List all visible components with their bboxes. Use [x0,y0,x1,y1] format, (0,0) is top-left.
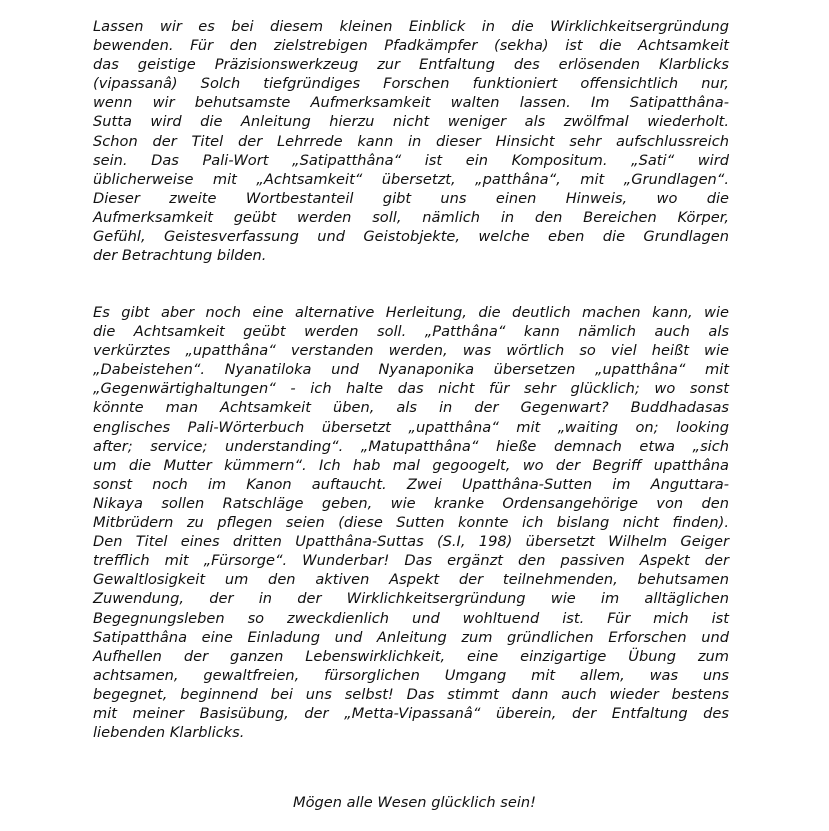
text-line: Aufhellen der ganzen Lebenswirklichkeit, eine einzigartige Übung zum [93,647,729,665]
text-line: könnte man Achtsamkeit üben, als in der Gegenwart? Buddhadasas [93,399,729,417]
text-line: Lassen wir es bei diesem kleinen Einblick in die Wirklichkeitsergründung [93,18,729,35]
paragraph-wirklichkeitsergruendung [93,17,729,265]
text-line: sein. Das Pali-Wort „Satipatthâna“ ist ein Kompositum. „Sati“ wird [93,151,729,169]
text-line: wenn wir behutsamste Aufmerksamkeit walten lassen. Im Satipatthâna- [93,94,729,112]
text-line: Nikaya sollen Ratschläge geben, wie kranke Ordensangehörige von den [93,494,729,512]
text-line: achtsamen, gewaltfreien, fürsorglichen Umgang mit allem, was uns [93,666,729,684]
text-line: verkürztes „upatthâna“ verstanden werden, was wörtlich so viel heißt wie [93,342,729,360]
text-line: üblicherweise mit „Achtsamkeit“ übersetzt, „patthâna“, mit „Grundlagen“. [93,170,729,188]
text-line: Begegnungsleben so zweckdienlich und wohltuend ist. Für mich ist [93,609,729,627]
text-line: after; service; understanding“. „Matupatthâna“ hieße demnach etwa „sich [93,437,729,455]
text-line: begegnet, beginnend bei uns selbst! Das stimmt dann auch wieder bestens [93,685,729,703]
text-line: Zuwendung, der in der Wirklichkeitsergründung wie im alltäglichen [93,590,729,608]
text-line: Satipatthâna eine Einladung und Anleitung zum gründlichen Erforschen und [93,628,729,646]
text-line: mit meiner Basisübung, der „Metta-Vipassanâ“ überein, der Entfaltung des [93,704,729,722]
text-line: Aufmerksamkeit geübt werden soll, nämlich in den Bereichen Körper, [93,208,729,226]
text-line: Schon der Titel der Lehrrede kann in dieser Hinsicht sehr aufschlussreich [93,132,729,150]
text-line: um die Mutter kümmern“. Ich hab mal gegoogelt, wo der Begriff upatthâna [93,456,729,474]
text-line: die Achtsamkeit geübt werden soll. „Patthâna“ kann nämlich auch als [93,323,729,341]
text-line: Mitbrüdern zu pflegen seien (diese Sutten konnte ich bislang nicht finden). [93,514,729,532]
text-line: liebenden Klarblicks. [93,724,245,742]
text-line: „Gegenwärtighaltungen“ - ich halte das nicht für sehr glücklich; wo sonst [93,380,729,398]
text-line: der Betrachtung bilden. [93,247,267,265]
text-line: Sutta wird die Anleitung hierzu nicht weniger als zwölfmal wiederholt. [93,113,729,131]
text-line: (vipassanâ) Solch tiefgründiges Forschen funktioniert offensichtlich nur, [93,75,729,93]
text-line: Gewaltlosigkeit um den aktiven Aspekt der teilnehmenden, behutsamen [93,571,729,589]
text-line: das geistige Präzisionswerkzeug zur Entfaltung des erlösenden Klarblicks [93,56,729,74]
text-line: Den Titel eines dritten Upatthâna-Suttas (S.I, 198) übersetzt Wilhelm Geiger [93,533,729,551]
paragraph-upatthana [93,303,729,742]
text-line: bewenden. Für den zielstrebigen Pfadkämpfer (sekha) ist die Achtsamkeit [93,37,729,55]
text-line: „Dabeistehen“. Nyanatiloka und Nyanaponika übersetzen „upatthâna“ mit [93,361,729,379]
text-line: Dieser zweite Wortbestanteil gibt uns einen Hinweis, wo die [93,189,729,207]
text-line: sonst noch im Kanon auftaucht. Zwei Upatthâna-Sutten im Anguttara- [93,475,729,493]
closing-blessing: Mögen alle Wesen glücklich sein! [293,794,536,811]
text-line: trefflich mit „Fürsorge“. Wunderbar! Das ergänzt den passiven Aspekt der [93,552,729,570]
text-line: Gefühl, Geistesverfassung und Geistobjekte, welche eben die Grundlagen [93,228,729,246]
text-line: englisches Pali-Wörterbuch übersetzt „upatthâna“ mit „waiting on; looking [93,418,729,436]
text-line: Es gibt aber noch eine alternative Herleitung, die deutlich machen kann, wie [93,304,729,321]
